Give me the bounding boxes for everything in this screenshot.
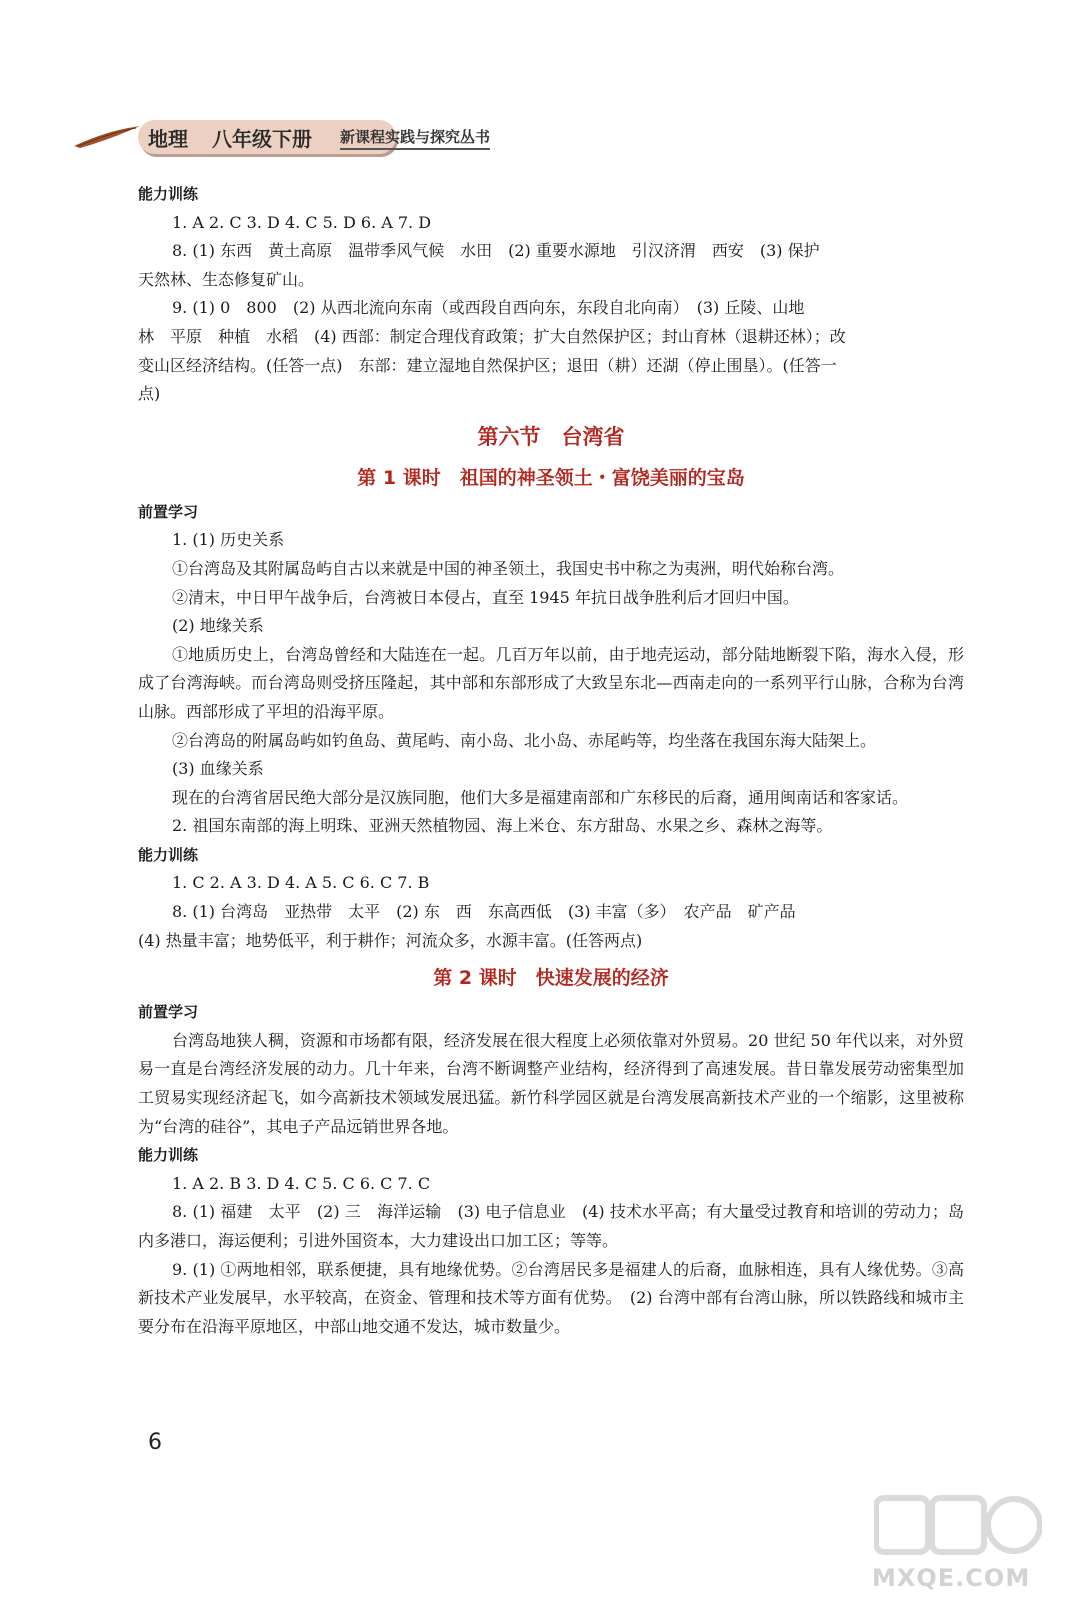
paragraph: ①地质历史上，台湾岛曾经和大陆连在一起。几百万年以前，由于地壳运动，部分陆地断裂下陷，海水入侵，形成了台湾海峡。而台湾岛则受挤压隆起，其中部和东部形成了大致呈东北—西南走向的一系列平行山脉，合称为台湾山脉。西部形成了平坦的沿海平原。	[138, 644, 964, 721]
block-heading: 前置学习	[138, 1003, 199, 1022]
answer-line: 林 平原 种植 水稻 (4) 西部：制定合理伐育政策；扩大自然保护区；封山育林（退耕还林）；改	[138, 326, 846, 346]
section-title: 第六节 台湾省	[477, 424, 625, 449]
watermark-logo-icon	[874, 1492, 1042, 1558]
page-number: 6	[148, 1430, 162, 1455]
paragraph: 8. (1) 福建 太平 (2) 三 海洋运输 (3) 电子信息业 (4) 技术水平高；有大量受过教育和培训的劳动力；岛内多港口，海运便利；引进外国资本，大力建设出口加工区；等等。	[138, 1202, 964, 1250]
text-line: 1. (1) 历史关系	[172, 530, 285, 550]
answer-line: 8. (1) 台湾岛 亚热带 太平 (2) 东 西 东高西低 (3) 丰富（多） 农产品 矿产品	[172, 902, 796, 922]
answer-line: 天然林、生态修复矿山。	[138, 269, 315, 289]
answer-line: 点)	[138, 384, 161, 404]
text-line: ②清末，中日甲午战争后，台湾被日本侵占，直至 1945 年抗日战争胜利后才回归中国。	[172, 587, 799, 607]
subject-label: 地理	[148, 127, 188, 151]
watermark	[868, 1488, 1048, 1592]
lesson-title: 第 2 课时 快速发展的经济	[433, 967, 669, 990]
text-line: ①台湾岛及其附属岛屿自古以来就是中国的神圣领土，我国史书中称之为夷洲，明代始称台湾。	[172, 558, 845, 578]
paragraph: 台湾岛地狭人稠，资源和市场都有限，经济发展在很大程度上必须依靠对外贸易。20 世纪 50 年代以来，对外贸易一直是台湾经济发展的动力。几十年来，台湾不断调整产业结构，经济得到了高速发展。昔日靠发展劳动密集型加工贸易实现经济起飞，如今高新技术领域发展迅猛。新竹科学园区就是台湾发展高新技术产业的一个缩影，这里被称为“台湾的硅谷”，其电子产品远销世界各地。	[138, 1030, 964, 1136]
answer-line: 1. C 2. A 3. D 4. A 5. C 6. C 7. B	[172, 873, 430, 893]
text-line: 2. 祖国东南部的海上明珠、亚洲天然植物园、海上米仓、东方甜岛、水果之乡、森林之海等。	[172, 816, 833, 836]
pen-icon	[72, 124, 142, 150]
answer-line: 1. A 2. B 3. D 4. C 5. C 6. C 7. C	[172, 1173, 431, 1193]
page-content	[138, 180, 964, 1341]
block-heading: 能力训练	[138, 845, 199, 864]
block-heading: 能力训练	[138, 1146, 199, 1165]
series-title: 新课程实践与探究丛书	[340, 126, 490, 150]
paragraph: 现在的台湾省居民绝大部分是汉族同胞，他们大多是福建南部和广东移民的后裔，通用闽南话和客家话。	[172, 787, 909, 807]
lesson-title: 第 1 课时 祖国的神圣领土・富饶美丽的宝岛	[357, 466, 745, 489]
answer-line: 9. (1) 0 800 (2) 从西北流向东南（或西段自西向东，东段自北向南） (3) 丘陵、山地	[172, 298, 805, 318]
text-line: (2) 地缘关系	[172, 616, 264, 636]
answer-line: 1. A 2. C 3. D 4. C 5. D 6. A 7. D	[172, 212, 432, 232]
watermark-url: MXQE.COM	[872, 1564, 1031, 1592]
text-line: (3) 血缘关系	[172, 759, 264, 779]
answer-line: 变山区经济结构。(任答一点) 东部：建立湿地自然保护区；退田（耕）还湖（停止围垦）。(任答一	[138, 355, 837, 375]
paragraph: 9. (1) ①两地相邻，联系便捷，具有地缘优势。②台湾居民多是福建人的后裔，血脉相连，具有人缘优势。③高新技术产业发展早，水平较高，在资金、管理和技术等方面有优势。 (2) 台湾中部有台湾山脉，所以铁路线和城市主要分布在沿海平原地区，中部山地交通不发达，城市数量少。	[138, 1259, 964, 1336]
answer-line: (4) 热量丰富；地势低平，利于耕作；河流众多，水源丰富。(任答两点)	[138, 930, 643, 950]
page-header	[72, 114, 532, 158]
block-heading: 能力训练	[138, 185, 199, 203]
text-line: ②台湾岛的附属岛屿如钓鱼岛、黄尾屿、南小岛、北小岛、赤尾屿等，均坐落在我国东海大陆架上。	[172, 730, 877, 750]
block-heading: 前置学习	[138, 502, 199, 521]
answer-line: 8. (1) 东西 黄土高原 温带季风气候 水田 (2) 重要水源地 引汉济渭 西安 (3) 保护	[172, 241, 820, 261]
grade-label: 八年级下册	[212, 127, 312, 151]
